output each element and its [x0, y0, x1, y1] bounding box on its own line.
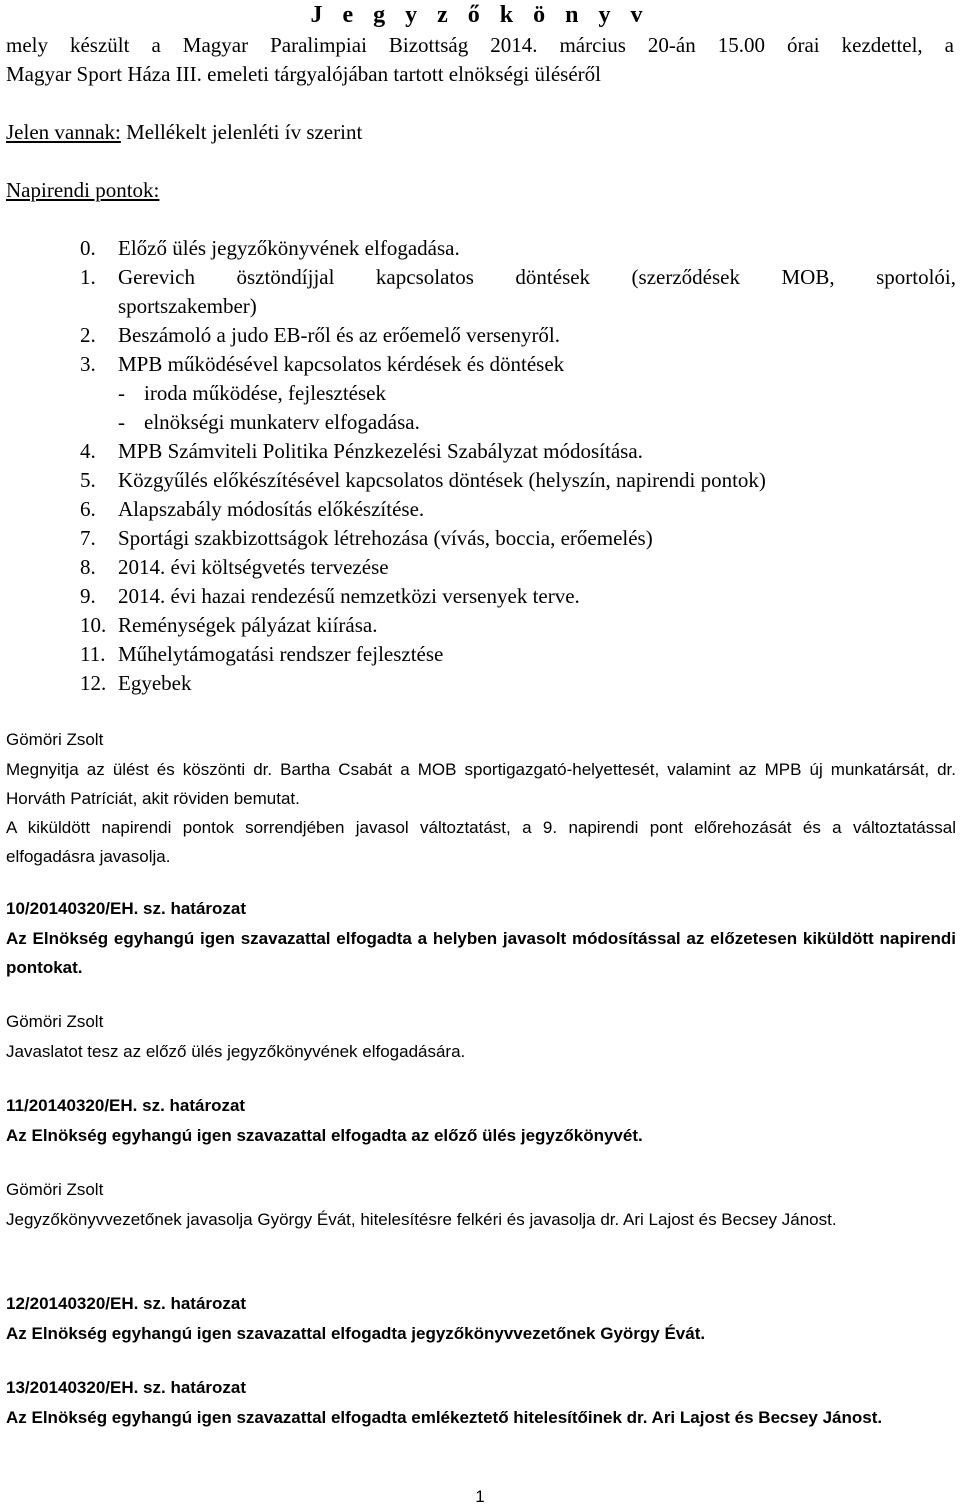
agenda-label: Napirendi pontok:	[6, 178, 160, 202]
agenda-number: 12.	[80, 671, 107, 695]
agenda-text: 2014. évi költségvetés tervezése	[118, 555, 389, 579]
agenda-text: Gerevich ösztöndíjjal kapcsolatos döntések (szerződések MOB, sportolói,	[118, 265, 956, 289]
agenda-number: 2.	[80, 323, 96, 347]
resolution-text: Az Elnökség egyhangú igen szavazattal elfogadta emlékeztető hitelesítőinek dr. Ari Lajost és Becsey Jánost.	[6, 1408, 883, 1427]
speaker-name: Gömöri Zsolt	[6, 730, 104, 749]
agenda-text: Közgyűlés előkészítésével kapcsolatos döntések (helyszín, napirendi pontok)	[118, 468, 766, 492]
resolution-id: 11/20140320/EH. sz. határozat	[6, 1096, 246, 1115]
agenda-number: 10.	[80, 613, 107, 637]
dash-bullet: -	[118, 381, 125, 405]
agenda-number: 8.	[80, 555, 96, 579]
agenda-number: 3.	[80, 352, 96, 376]
agenda-subitem	[118, 410, 420, 435]
agenda-text: Beszámoló a judo EB-ről és az erőemelő versenyről.	[118, 323, 561, 347]
speaker-name: Gömöri Zsolt	[6, 1012, 104, 1031]
agenda-number: 0.	[80, 236, 96, 260]
agenda-text: Előző ülés jegyzőkönyvének elfogadása.	[118, 236, 460, 260]
agenda-text: 2014. évi hazai rendezésű nemzetközi versenyek terve.	[118, 584, 580, 608]
dash-bullet: -	[118, 410, 125, 434]
resolution-id: 10/20140320/EH. sz. határozat	[6, 899, 247, 918]
resolution-id: 13/20140320/EH. sz. határozat	[6, 1378, 247, 1397]
page-number: 1	[475, 1487, 485, 1506]
agenda-text: Egyebek	[118, 671, 192, 695]
agenda-text: Reménységek pályázat kiírása.	[118, 613, 378, 637]
agenda-text: MPB Számviteli Politika Pénzkezelési Szabályzat módosítása.	[118, 439, 643, 463]
agenda-subitem-text: elnökségi munkaterv elfogadása.	[144, 410, 420, 434]
minutes-paragraph: Jegyzőkönyvvezetőnek javasolja György Évát, hitelesítésre felkéri és javasolja dr. Ari Lajost és Becsey Jánost.	[6, 1210, 837, 1229]
agenda-text-continued: sportszakember)	[118, 294, 257, 318]
agenda-number: 6.	[80, 497, 96, 521]
resolution-id: 12/20140320/EH. sz. határozat	[6, 1294, 247, 1313]
resolution-text: Az Elnökség egyhangú igen szavazattal elfogadta a helyben javasolt módosítással az előzetesen kiküldött napirendi pontokat.	[6, 929, 956, 977]
agenda-text: Műhelytámogatási rendszer fejlesztése	[118, 642, 444, 666]
agenda-number: 9.	[80, 584, 96, 608]
minutes-paragraph: Megnyitja az ülést és köszönti dr. Bartha Csabát a MOB sportigazgató-helyettesét, valamint az MPB új munkatársát, dr. Horváth Patríciát, akit röviden bemutat.	[6, 760, 956, 808]
resolution-text: Az Elnökség egyhangú igen szavazattal elfogadta az előző ülés jegyzőkönyvét.	[6, 1126, 643, 1145]
agenda-number: 7.	[80, 526, 96, 550]
minutes-paragraph: Javaslatot tesz az előző ülés jegyzőkönyvének elfogadására.	[6, 1042, 466, 1061]
document-title: J e g y z ő k ö n y v	[310, 2, 650, 28]
speaker-name: Gömöri Zsolt	[6, 1180, 104, 1199]
present-value: Mellékelt jelenléti ív szerint	[120, 120, 363, 144]
agenda-text: Alapszabály módosítás előkészítése.	[118, 497, 425, 521]
agenda-text: Sportági szakbizottságok létrehozása (vívás, boccia, erőemelés)	[118, 526, 653, 550]
present-row	[6, 120, 362, 145]
agenda-number: 1.	[80, 265, 96, 289]
agenda-number: 4.	[80, 439, 96, 463]
agenda-subitem-text: iroda működése, fejlesztések	[144, 381, 386, 405]
agenda-subitem	[118, 381, 386, 406]
resolution-text: Az Elnökség egyhangú igen szavazattal elfogadta jegyzőkönyvvezetőnek György Évát.	[6, 1324, 706, 1343]
present-label: Jelen vannak:	[6, 120, 121, 144]
agenda-number: 5.	[80, 468, 96, 492]
minutes-paragraph: A kiküldött napirendi pontok sorrendjében javasol változtatást, a 9. napirendi pont előrehozását és a változtatással elfogadásra javasolja.	[6, 818, 956, 866]
intro-line-1: mely készült a Magyar Paralimpiai Bizottság 2014. március 20-án 15.00 órai kezdettel, a	[6, 33, 954, 57]
agenda-number: 11.	[80, 642, 106, 666]
intro-line-2: Magyar Sport Háza III. emeleti tárgyalójában tartott elnökségi üléséről	[6, 62, 601, 86]
agenda-text: MPB működésével kapcsolatos kérdések és döntések	[118, 352, 565, 376]
